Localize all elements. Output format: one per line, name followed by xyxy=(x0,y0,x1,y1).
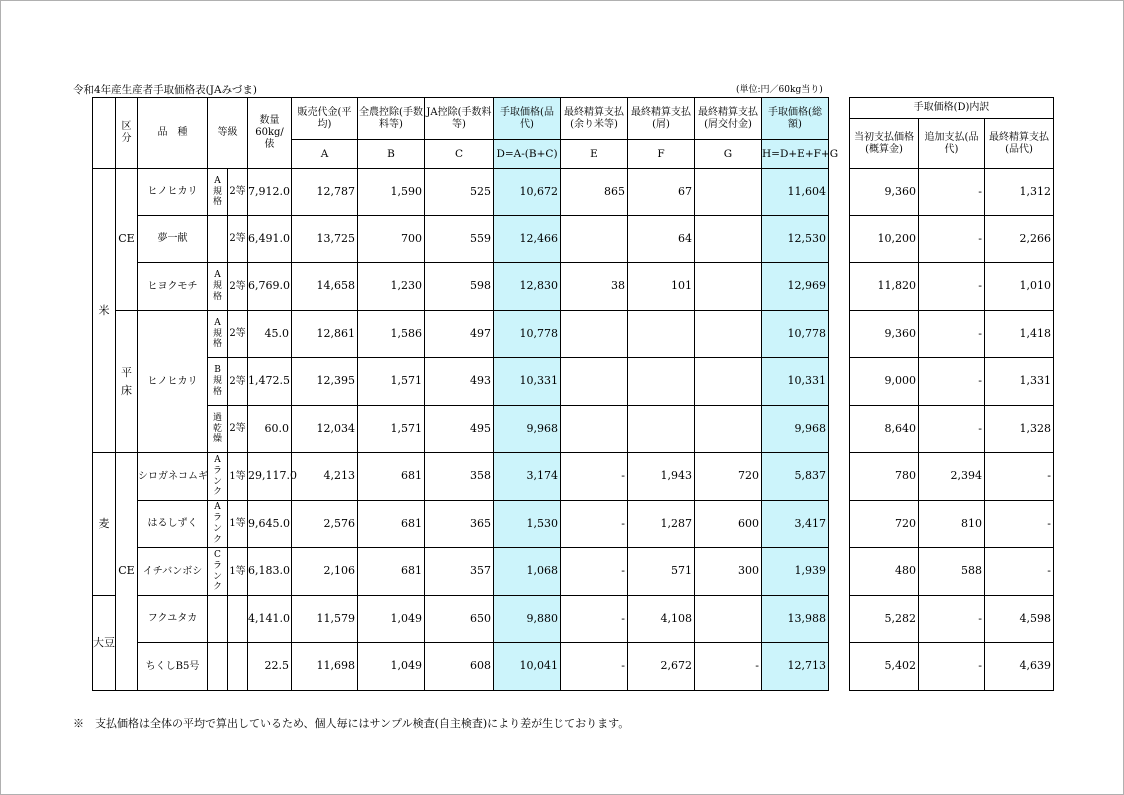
additional-value: - xyxy=(919,311,985,358)
letter-C: C xyxy=(425,140,494,169)
group-soy: 大豆 xyxy=(93,596,116,691)
additional-value: - xyxy=(919,358,985,406)
header-A: 販売代金(平均) xyxy=(292,98,358,140)
final-value: - xyxy=(985,501,1054,548)
header-G: 最終精算支払(屑交付金) xyxy=(695,98,762,140)
letter-E: E xyxy=(561,140,628,169)
value-D: 10,331 xyxy=(494,358,561,406)
value-C: 598 xyxy=(425,263,494,311)
value-D: 3,174 xyxy=(494,453,561,501)
additional-value: 2,394 xyxy=(919,453,985,501)
initial-value: 480 xyxy=(850,548,919,596)
initial-value: 780 xyxy=(850,453,919,501)
spec-label: B規格 xyxy=(208,358,228,406)
value-C: 650 xyxy=(425,596,494,643)
value-A: 11,698 xyxy=(292,643,358,691)
table-row xyxy=(850,596,1054,643)
additional-value: - xyxy=(919,596,985,643)
additional-value: - xyxy=(919,216,985,263)
blank-header-cell xyxy=(93,98,116,169)
spec-label: Cランク xyxy=(208,548,228,596)
additional-value: - xyxy=(919,169,985,216)
additional-value: - xyxy=(919,406,985,453)
final-value: - xyxy=(985,548,1054,596)
value-B: 700 xyxy=(358,216,425,263)
value-C: 358 xyxy=(425,453,494,501)
initial-value: 720 xyxy=(850,501,919,548)
value-F: 571 xyxy=(628,548,695,596)
table-row xyxy=(93,596,829,643)
table-row xyxy=(93,548,829,596)
qty-value: 4,141.0 xyxy=(248,596,292,643)
additional-header: 追加支払(品代) xyxy=(919,119,985,169)
spec-label: 過乾燥 xyxy=(208,406,228,453)
variety-name: イチバンボシ xyxy=(138,548,208,596)
value-E: - xyxy=(561,501,628,548)
value-B: 1,586 xyxy=(358,311,425,358)
final-value: 1,312 xyxy=(985,169,1054,216)
unit-label: (単位:円／60kg当り) xyxy=(736,85,823,95)
value-D: 10,041 xyxy=(494,643,561,691)
value-F: 1,287 xyxy=(628,501,695,548)
qty-value: 29,117.0 xyxy=(248,453,292,501)
header-F: 最終精算支払(屑) xyxy=(628,98,695,140)
header-C: JA控除(手数料等) xyxy=(425,98,494,140)
value-C: 365 xyxy=(425,501,494,548)
letter-H: H=D+E+F+G xyxy=(762,140,829,169)
final-header: 最終精算支払(品代) xyxy=(985,119,1054,169)
variety-name: ちくしB5号 xyxy=(138,643,208,691)
value-C: 357 xyxy=(425,548,494,596)
table-row xyxy=(93,263,829,311)
value-A: 2,576 xyxy=(292,501,358,548)
initial-value: 5,282 xyxy=(850,596,919,643)
value-A: 12,861 xyxy=(292,311,358,358)
table-row xyxy=(850,453,1054,501)
qty-value: 9,645.0 xyxy=(248,501,292,548)
grade-label: 1等 xyxy=(228,453,248,501)
value-F xyxy=(628,358,695,406)
value-E: - xyxy=(561,548,628,596)
value-H: 10,331 xyxy=(762,358,829,406)
value-D: 12,466 xyxy=(494,216,561,263)
additional-value: 588 xyxy=(919,548,985,596)
tokyu-header: 等級 xyxy=(208,98,248,169)
value-H: 12,969 xyxy=(762,263,829,311)
final-value: 2,266 xyxy=(985,216,1054,263)
final-value: - xyxy=(985,453,1054,501)
letter-A: A xyxy=(292,140,358,169)
letter-D: D=A-(B+C) xyxy=(494,140,561,169)
table-row xyxy=(850,501,1054,548)
initial-header: 当初支払価格(概算金) xyxy=(850,119,919,169)
value-H: 10,778 xyxy=(762,311,829,358)
value-A: 11,579 xyxy=(292,596,358,643)
qty-value: 6,491.0 xyxy=(248,216,292,263)
value-G xyxy=(695,358,762,406)
value-G xyxy=(695,169,762,216)
qty-value: 60.0 xyxy=(248,406,292,453)
value-H: 12,530 xyxy=(762,216,829,263)
qty-value: 45.0 xyxy=(248,311,292,358)
spec-label: Aランク xyxy=(208,453,228,501)
suryo-header: 数量60kg/俵 xyxy=(248,98,292,169)
value-G xyxy=(695,263,762,311)
table-row xyxy=(93,216,829,263)
value-C: 497 xyxy=(425,311,494,358)
table-row xyxy=(93,311,829,358)
qty-value: 7,912.0 xyxy=(248,169,292,216)
table-row xyxy=(850,263,1054,311)
value-G: 720 xyxy=(695,453,762,501)
value-F: 2,672 xyxy=(628,643,695,691)
value-E xyxy=(561,216,628,263)
value-A: 12,787 xyxy=(292,169,358,216)
breakdown-header: 手取価格(D)内訳 xyxy=(850,98,1054,119)
table-row xyxy=(850,548,1054,596)
value-E: 38 xyxy=(561,263,628,311)
value-A: 13,725 xyxy=(292,216,358,263)
value-D: 9,968 xyxy=(494,406,561,453)
value-H: 3,417 xyxy=(762,501,829,548)
group-rice: 米 xyxy=(93,169,116,453)
value-E xyxy=(561,358,628,406)
variety-name: ヒノヒカリ xyxy=(138,311,208,453)
value-A: 4,213 xyxy=(292,453,358,501)
variety-name: フクユタカ xyxy=(138,596,208,643)
grade-label: 1等 xyxy=(228,501,248,548)
value-G xyxy=(695,596,762,643)
additional-value: - xyxy=(919,263,985,311)
spec-label: A規格 xyxy=(208,311,228,358)
grade-label: 2等 xyxy=(228,216,248,263)
table-row xyxy=(93,453,829,501)
grade-label xyxy=(228,596,248,643)
qty-value: 6,769.0 xyxy=(248,263,292,311)
value-F: 67 xyxy=(628,169,695,216)
value-C: 608 xyxy=(425,643,494,691)
value-E: 865 xyxy=(561,169,628,216)
value-A: 14,658 xyxy=(292,263,358,311)
value-F: 1,943 xyxy=(628,453,695,501)
value-G xyxy=(695,311,762,358)
grade-label: 2等 xyxy=(228,406,248,453)
value-B: 1,571 xyxy=(358,358,425,406)
grade-label: 1等 xyxy=(228,548,248,596)
final-value: 1,010 xyxy=(985,263,1054,311)
grade-label: 2等 xyxy=(228,263,248,311)
value-F xyxy=(628,311,695,358)
value-F: 101 xyxy=(628,263,695,311)
value-E xyxy=(561,406,628,453)
final-value: 1,328 xyxy=(985,406,1054,453)
value-E: - xyxy=(561,453,628,501)
value-G: 600 xyxy=(695,501,762,548)
table-row xyxy=(850,643,1054,691)
subgroup-flat: 平床 xyxy=(116,311,138,453)
header-B: 全農控除(手数料等) xyxy=(358,98,425,140)
value-B: 1,049 xyxy=(358,643,425,691)
value-B: 1,571 xyxy=(358,406,425,453)
final-value: 4,598 xyxy=(985,596,1054,643)
value-D: 9,880 xyxy=(494,596,561,643)
table-row xyxy=(850,311,1054,358)
hinshu-header: 品 種 xyxy=(138,98,208,169)
additional-value: - xyxy=(919,643,985,691)
grade-label: 2等 xyxy=(228,311,248,358)
additional-value: 810 xyxy=(919,501,985,548)
value-B: 681 xyxy=(358,548,425,596)
price-table xyxy=(92,97,839,691)
grade-label xyxy=(228,643,248,691)
value-B: 1,230 xyxy=(358,263,425,311)
grade-label: 2等 xyxy=(228,169,248,216)
spec-label: A規格 xyxy=(208,169,228,216)
letter-G: G xyxy=(695,140,762,169)
table-row xyxy=(93,501,829,548)
variety-name: ヒヨクモチ xyxy=(138,263,208,311)
value-D: 1,530 xyxy=(494,501,561,548)
value-H: 9,968 xyxy=(762,406,829,453)
breakdown-table xyxy=(849,97,1054,691)
initial-value: 11,820 xyxy=(850,263,919,311)
subgroup-ce-2: CE xyxy=(116,453,138,691)
spec-label xyxy=(208,596,228,643)
final-value: 1,418 xyxy=(985,311,1054,358)
value-C: 493 xyxy=(425,358,494,406)
spec-label: A規格 xyxy=(208,263,228,311)
value-G: 300 xyxy=(695,548,762,596)
value-H: 1,939 xyxy=(762,548,829,596)
letter-B: B xyxy=(358,140,425,169)
table-row xyxy=(850,169,1054,216)
initial-value: 10,200 xyxy=(850,216,919,263)
footnote: ※ 支払価格は全体の平均で算出しているため、個人毎にはサンプル検査(自主検査)により差が生じております。 xyxy=(73,717,630,730)
qty-value: 1,472.5 xyxy=(248,358,292,406)
spec-label: Aランク xyxy=(208,501,228,548)
qty-value: 6,183.0 xyxy=(248,548,292,596)
variety-name: 夢一献 xyxy=(138,216,208,263)
table-row xyxy=(93,169,829,216)
value-D: 12,830 xyxy=(494,263,561,311)
spec-label xyxy=(208,216,228,263)
value-C: 525 xyxy=(425,169,494,216)
group-wheat: 麦 xyxy=(93,453,116,596)
value-G xyxy=(695,216,762,263)
initial-value: 9,000 xyxy=(850,358,919,406)
value-A: 2,106 xyxy=(292,548,358,596)
table-row xyxy=(850,216,1054,263)
value-F xyxy=(628,406,695,453)
value-D: 1,068 xyxy=(494,548,561,596)
initial-value: 9,360 xyxy=(850,311,919,358)
value-E: - xyxy=(561,643,628,691)
table-row xyxy=(850,358,1054,406)
initial-value: 8,640 xyxy=(850,406,919,453)
value-B: 681 xyxy=(358,453,425,501)
value-G xyxy=(695,406,762,453)
initial-value: 5,402 xyxy=(850,643,919,691)
variety-name: はるしずく xyxy=(138,501,208,548)
value-H: 12,713 xyxy=(762,643,829,691)
value-F: 64 xyxy=(628,216,695,263)
header-D: 手取価格(品代) xyxy=(494,98,561,140)
value-G: - xyxy=(695,643,762,691)
variety-name: シロガネコムギ xyxy=(138,453,208,501)
letter-F: F xyxy=(628,140,695,169)
value-A: 12,395 xyxy=(292,358,358,406)
table-row xyxy=(850,406,1054,453)
final-value: 4,639 xyxy=(985,643,1054,691)
final-value: 1,331 xyxy=(985,358,1054,406)
value-E: - xyxy=(561,596,628,643)
document-title: 令和4年産生産者手取価格表(JAみづま) xyxy=(73,84,257,96)
table-row xyxy=(93,643,829,691)
value-H: 11,604 xyxy=(762,169,829,216)
value-B: 1,049 xyxy=(358,596,425,643)
variety-name: ヒノヒカリ xyxy=(138,169,208,216)
value-E xyxy=(561,311,628,358)
value-C: 559 xyxy=(425,216,494,263)
value-B: 1,590 xyxy=(358,169,425,216)
spec-label xyxy=(208,643,228,691)
subgroup-ce: CE xyxy=(116,169,138,311)
value-D: 10,672 xyxy=(494,169,561,216)
value-H: 13,988 xyxy=(762,596,829,643)
value-F: 4,108 xyxy=(628,596,695,643)
header-H: 手取価格(総額) xyxy=(762,98,829,140)
value-B: 681 xyxy=(358,501,425,548)
header-E: 最終精算支払(余り米等) xyxy=(561,98,628,140)
value-C: 495 xyxy=(425,406,494,453)
initial-value: 9,360 xyxy=(850,169,919,216)
value-D: 10,778 xyxy=(494,311,561,358)
kubun-header: 区分 xyxy=(116,98,138,169)
value-A: 12,034 xyxy=(292,406,358,453)
qty-value: 22.5 xyxy=(248,643,292,691)
grade-label: 2等 xyxy=(228,358,248,406)
value-H: 5,837 xyxy=(762,453,829,501)
